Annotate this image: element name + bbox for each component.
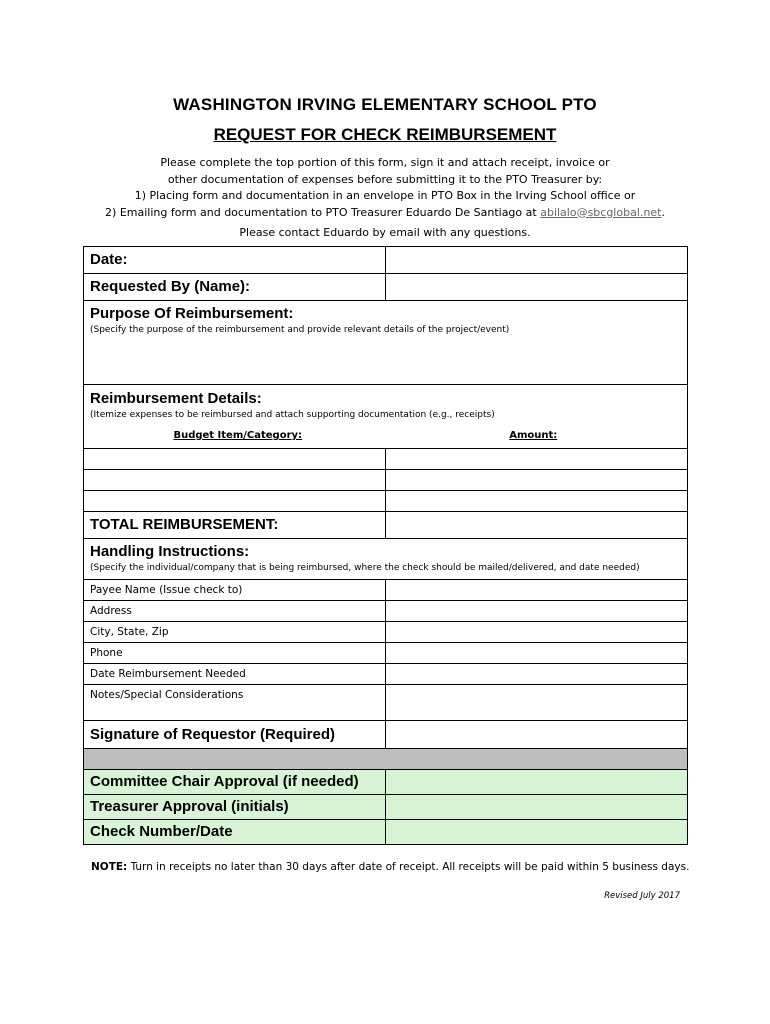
date-field[interactable] (386, 247, 688, 274)
form-subtitle: REQUEST FOR CHECK REIMBURSEMENT (213, 125, 557, 144)
check-number-label: Check Number/Date (90, 823, 233, 840)
requested-by-field[interactable] (386, 274, 688, 301)
details-note: (Itemize expenses to be reimbursed and attach supporting documentation (e.g., receipts) (90, 410, 495, 420)
purpose-label: Purpose Of Reimbursement: (90, 305, 294, 322)
committee-approval-field[interactable] (386, 770, 688, 795)
details-header-cell (84, 385, 688, 449)
signature-label-cell (84, 721, 386, 749)
instruction-line-4-text: 2) Emailing form and documentation to PTO Treasurer Eduardo De Santiago at (105, 205, 541, 219)
budget-item-field[interactable] (84, 491, 386, 512)
address-label: Address (84, 601, 386, 622)
date-label-cell (84, 247, 386, 274)
amount-column-header: Amount: (509, 430, 558, 441)
office-use-separator (84, 749, 688, 770)
budget-item-field[interactable] (84, 470, 386, 491)
total-label: TOTAL REIMBURSEMENT: (90, 516, 279, 533)
date-needed-field[interactable] (386, 664, 688, 685)
city-label: City, State, Zip (84, 622, 386, 643)
instruction-line-4 (0, 205, 770, 222)
purpose-note: (Specify the purpose of the reimbursement and provide relevant details of the project/event) (90, 325, 510, 335)
instruction-line-3: 1) Placing form and documentation in an envelope in PTO Box in the Irving School office or (134, 189, 636, 202)
address-field[interactable] (386, 601, 688, 622)
handling-label: Handling Instructions: (90, 543, 250, 560)
treasurer-approval-field[interactable] (386, 795, 688, 820)
requested-by-label: Requested By (Name): (90, 278, 251, 295)
phone-field[interactable] (386, 643, 688, 664)
check-label-cell (84, 820, 386, 845)
notes-field[interactable] (386, 685, 688, 721)
payee-field[interactable] (386, 580, 688, 601)
treasurer-label-cell (84, 795, 386, 820)
budget-column-header: Budget Item/Category: (173, 430, 303, 441)
total-label-cell (84, 512, 386, 539)
instruction-line-2: other documentation of expenses before submitting it to the PTO Treasurer by: (167, 172, 603, 186)
purpose-field[interactable] (84, 301, 688, 385)
treasurer-approval-label: Treasurer Approval (initials) (90, 798, 289, 815)
note-label: NOTE: (91, 861, 128, 873)
instruction-line-1: Please complete the top portion of this form, sign it and attach receipt, invoice or (160, 156, 610, 169)
date-needed-label: Date Reimbursement Needed (84, 664, 386, 685)
check-number-field[interactable] (386, 820, 688, 845)
treasurer-email-link[interactable]: abilalo@sbcglobal.net (540, 205, 662, 219)
handling-header-cell (84, 539, 688, 580)
reimbursement-form-table (83, 246, 688, 845)
details-label: Reimbursement Details: (90, 390, 262, 407)
city-field[interactable] (386, 622, 688, 643)
committee-approval-label: Committee Chair Approval (if needed) (90, 773, 359, 790)
contact-line: Please contact Eduardo by email with any questions. (239, 226, 531, 239)
instructions (0, 155, 770, 242)
date-label: Date: (90, 251, 128, 268)
note-text: Turn in receipts no later than 30 days after date of receipt. All receipts will be paid within 5 business days. (127, 861, 690, 873)
footer-note (91, 861, 689, 873)
requested-by-label-cell (84, 274, 386, 301)
revision-date: Revised July 2017 (604, 891, 680, 901)
amount-field[interactable] (386, 491, 688, 512)
signature-field[interactable] (386, 721, 688, 749)
budget-item-field[interactable] (84, 449, 386, 470)
instruction-line-4-end: . (661, 205, 665, 219)
committee-label-cell (84, 770, 386, 795)
signature-label: Signature of Requestor (Required) (90, 725, 336, 743)
notes-label: Notes/Special Considerations (84, 685, 386, 721)
amount-field[interactable] (386, 470, 688, 491)
phone-label: Phone (84, 643, 386, 664)
amount-field[interactable] (386, 449, 688, 470)
handling-note: (Specify the individual/company that is being reimbursed, where the check should be mailed/delivered, and date needed) (90, 563, 640, 573)
payee-label: Payee Name (Issue check to) (84, 580, 386, 601)
total-field[interactable] (386, 512, 688, 539)
form-title: WASHINGTON IRVING ELEMENTARY SCHOOL PTO (173, 95, 597, 114)
